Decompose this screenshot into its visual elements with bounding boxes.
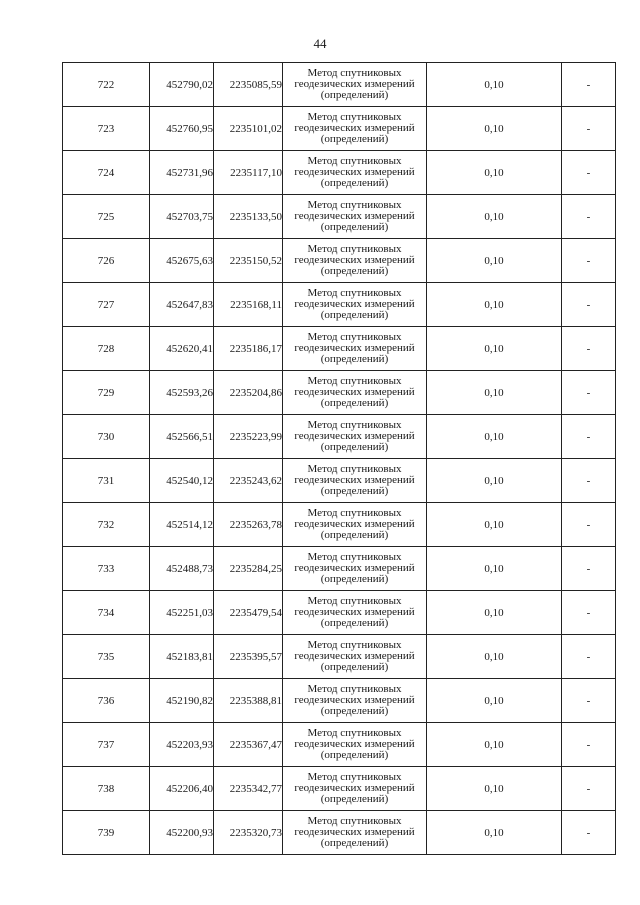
y-coordinate-cell: 2235223,99 bbox=[214, 415, 283, 459]
method-line: геодезических измерений bbox=[294, 254, 415, 266]
x-coordinate-cell: 452675,63 bbox=[150, 239, 214, 283]
method-line: (определений) bbox=[320, 265, 389, 277]
x-coordinate-cell: 452703,75 bbox=[150, 195, 214, 239]
y-coordinate-cell: 2235085,59 bbox=[214, 63, 283, 107]
method-cell bbox=[283, 723, 427, 767]
method-cell bbox=[283, 635, 427, 679]
accuracy-cell: 0,10 bbox=[427, 327, 562, 371]
y-coordinate-cell: 2235243,62 bbox=[214, 459, 283, 503]
method-cell bbox=[283, 811, 427, 855]
method-line: (определений) bbox=[320, 705, 389, 717]
method-line: (определений) bbox=[320, 397, 389, 409]
method-line: Метод спутниковых bbox=[307, 595, 402, 607]
method-line: геодезических измерений bbox=[294, 210, 415, 222]
accuracy-cell: 0,10 bbox=[427, 811, 562, 855]
point-number-cell: 729 bbox=[63, 371, 150, 415]
x-coordinate-cell: 452760,95 bbox=[150, 107, 214, 151]
y-coordinate-cell: 2235263,78 bbox=[214, 503, 283, 547]
point-number-cell: 727 bbox=[63, 283, 150, 327]
accuracy-cell: 0,10 bbox=[427, 239, 562, 283]
method-cell bbox=[283, 151, 427, 195]
description-cell: - bbox=[562, 371, 616, 415]
table-row bbox=[63, 547, 616, 591]
table-row bbox=[63, 371, 616, 415]
x-coordinate-cell: 452647,83 bbox=[150, 283, 214, 327]
method-line: Метод спутниковых bbox=[307, 375, 402, 387]
accuracy-cell: 0,10 bbox=[427, 151, 562, 195]
y-coordinate-cell: 2235342,77 bbox=[214, 767, 283, 811]
description-cell: - bbox=[562, 151, 616, 195]
y-coordinate-cell: 2235204,86 bbox=[214, 371, 283, 415]
x-coordinate-cell: 452540,12 bbox=[150, 459, 214, 503]
method-line: Метод спутниковых bbox=[307, 287, 402, 299]
accuracy-cell: 0,10 bbox=[427, 283, 562, 327]
description-cell: - bbox=[562, 811, 616, 855]
method-line: (определений) bbox=[320, 749, 389, 761]
method-line: геодезических измерений bbox=[294, 826, 415, 838]
x-coordinate-cell: 452206,40 bbox=[150, 767, 214, 811]
y-coordinate-cell: 2235367,47 bbox=[214, 723, 283, 767]
method-cell bbox=[283, 547, 427, 591]
method-cell bbox=[283, 591, 427, 635]
x-coordinate-cell: 452200,93 bbox=[150, 811, 214, 855]
method-line: (определений) bbox=[320, 221, 389, 233]
method-line: геодезических измерений bbox=[294, 518, 415, 530]
accuracy-cell: 0,10 bbox=[427, 635, 562, 679]
method-line: Метод спутниковых bbox=[307, 331, 402, 343]
method-line: Метод спутниковых bbox=[307, 507, 402, 519]
method-cell bbox=[283, 107, 427, 151]
description-cell: - bbox=[562, 327, 616, 371]
point-number-cell: 734 bbox=[63, 591, 150, 635]
method-line: (определений) bbox=[320, 485, 389, 497]
y-coordinate-cell: 2235168,11 bbox=[214, 283, 283, 327]
x-coordinate-cell: 452203,93 bbox=[150, 723, 214, 767]
method-cell bbox=[283, 679, 427, 723]
method-line: Метод спутниковых bbox=[307, 639, 402, 651]
table-row bbox=[63, 635, 616, 679]
table-row bbox=[63, 107, 616, 151]
point-number-cell: 725 bbox=[63, 195, 150, 239]
method-line: Метод спутниковых bbox=[307, 683, 402, 695]
point-number-cell: 737 bbox=[63, 723, 150, 767]
point-number-cell: 735 bbox=[63, 635, 150, 679]
accuracy-cell: 0,10 bbox=[427, 503, 562, 547]
method-line: (определений) bbox=[320, 793, 389, 805]
point-number-cell: 738 bbox=[63, 767, 150, 811]
method-line: Метод спутниковых bbox=[307, 67, 402, 79]
point-number-cell: 730 bbox=[63, 415, 150, 459]
table-row bbox=[63, 811, 616, 855]
description-cell: - bbox=[562, 415, 616, 459]
method-line: (определений) bbox=[320, 177, 389, 189]
point-number-cell: 728 bbox=[63, 327, 150, 371]
method-line: геодезических измерений bbox=[294, 122, 415, 134]
method-line: (определений) bbox=[320, 309, 389, 321]
method-line: геодезических измерений bbox=[294, 562, 415, 574]
table-row bbox=[63, 283, 616, 327]
accuracy-cell: 0,10 bbox=[427, 767, 562, 811]
point-number-cell: 739 bbox=[63, 811, 150, 855]
description-cell: - bbox=[562, 195, 616, 239]
method-cell bbox=[283, 283, 427, 327]
table-row bbox=[63, 151, 616, 195]
point-number-cell: 733 bbox=[63, 547, 150, 591]
method-line: Метод спутниковых bbox=[307, 243, 402, 255]
description-cell: - bbox=[562, 591, 616, 635]
y-coordinate-cell: 2235150,52 bbox=[214, 239, 283, 283]
accuracy-cell: 0,10 bbox=[427, 107, 562, 151]
method-line: Метод спутниковых bbox=[307, 771, 402, 783]
method-line: (определений) bbox=[320, 89, 389, 101]
y-coordinate-cell: 2235101,02 bbox=[214, 107, 283, 151]
accuracy-cell: 0,10 bbox=[427, 723, 562, 767]
method-line: Метод спутниковых bbox=[307, 727, 402, 739]
y-coordinate-cell: 2235133,50 bbox=[214, 195, 283, 239]
description-cell: - bbox=[562, 723, 616, 767]
coordinates-table bbox=[62, 62, 616, 855]
method-line: геодезических измерений bbox=[294, 606, 415, 618]
table-row bbox=[63, 459, 616, 503]
method-line: (определений) bbox=[320, 661, 389, 673]
description-cell: - bbox=[562, 283, 616, 327]
method-cell bbox=[283, 63, 427, 107]
page-number: 44 bbox=[313, 36, 327, 51]
table-row bbox=[63, 239, 616, 283]
table-row bbox=[63, 723, 616, 767]
method-line: Метод спутниковых bbox=[307, 551, 402, 563]
method-line: (определений) bbox=[320, 529, 389, 541]
method-line: геодезических измерений bbox=[294, 650, 415, 662]
description-cell: - bbox=[562, 547, 616, 591]
method-cell bbox=[283, 415, 427, 459]
accuracy-cell: 0,10 bbox=[427, 459, 562, 503]
point-number-cell: 723 bbox=[63, 107, 150, 151]
x-coordinate-cell: 452566,51 bbox=[150, 415, 214, 459]
accuracy-cell: 0,10 bbox=[427, 679, 562, 723]
y-coordinate-cell: 2235479,54 bbox=[214, 591, 283, 635]
point-number-cell: 732 bbox=[63, 503, 150, 547]
method-line: Метод спутниковых bbox=[307, 419, 402, 431]
y-coordinate-cell: 2235395,57 bbox=[214, 635, 283, 679]
table-row bbox=[63, 767, 616, 811]
description-cell: - bbox=[562, 459, 616, 503]
description-cell: - bbox=[562, 679, 616, 723]
x-coordinate-cell: 452593,26 bbox=[150, 371, 214, 415]
y-coordinate-cell: 2235284,25 bbox=[214, 547, 283, 591]
table-row bbox=[63, 591, 616, 635]
y-coordinate-cell: 2235186,17 bbox=[214, 327, 283, 371]
point-number-cell: 724 bbox=[63, 151, 150, 195]
description-cell: - bbox=[562, 63, 616, 107]
method-line: (определений) bbox=[320, 441, 389, 453]
method-line: геодезических измерений bbox=[294, 342, 415, 354]
method-line: Метод спутниковых bbox=[307, 155, 402, 167]
accuracy-cell: 0,10 bbox=[427, 371, 562, 415]
method-cell bbox=[283, 767, 427, 811]
description-cell: - bbox=[562, 503, 616, 547]
method-cell bbox=[283, 327, 427, 371]
x-coordinate-cell: 452790,02 bbox=[150, 63, 214, 107]
method-cell bbox=[283, 371, 427, 415]
table-row bbox=[63, 63, 616, 107]
point-number-cell: 736 bbox=[63, 679, 150, 723]
x-coordinate-cell: 452620,41 bbox=[150, 327, 214, 371]
method-line: Метод спутниковых bbox=[307, 815, 402, 827]
method-line: геодезических измерений bbox=[294, 694, 415, 706]
method-line: Метод спутниковых bbox=[307, 111, 402, 123]
method-line: Метод спутниковых bbox=[307, 463, 402, 475]
method-cell bbox=[283, 459, 427, 503]
method-line: геодезических измерений bbox=[294, 430, 415, 442]
method-line: геодезических измерений bbox=[294, 166, 415, 178]
y-coordinate-cell: 2235388,81 bbox=[214, 679, 283, 723]
x-coordinate-cell: 452190,82 bbox=[150, 679, 214, 723]
x-coordinate-cell: 452731,96 bbox=[150, 151, 214, 195]
x-coordinate-cell: 452251,03 bbox=[150, 591, 214, 635]
method-line: геодезических измерений bbox=[294, 474, 415, 486]
method-line: геодезических измерений bbox=[294, 78, 415, 90]
method-cell bbox=[283, 503, 427, 547]
method-line: (определений) bbox=[320, 133, 389, 145]
method-line: Метод спутниковых bbox=[307, 199, 402, 211]
x-coordinate-cell: 452488,73 bbox=[150, 547, 214, 591]
table-row bbox=[63, 327, 616, 371]
method-cell bbox=[283, 195, 427, 239]
method-line: (определений) bbox=[320, 573, 389, 585]
y-coordinate-cell: 2235320,73 bbox=[214, 811, 283, 855]
point-number-cell: 731 bbox=[63, 459, 150, 503]
accuracy-cell: 0,10 bbox=[427, 415, 562, 459]
table-row bbox=[63, 679, 616, 723]
x-coordinate-cell: 452183,81 bbox=[150, 635, 214, 679]
accuracy-cell: 0,10 bbox=[427, 63, 562, 107]
method-line: (определений) bbox=[320, 353, 389, 365]
point-number-cell: 722 bbox=[63, 63, 150, 107]
method-line: геодезических измерений bbox=[294, 298, 415, 310]
method-line: геодезических измерений bbox=[294, 386, 415, 398]
description-cell: - bbox=[562, 635, 616, 679]
x-coordinate-cell: 452514,12 bbox=[150, 503, 214, 547]
y-coordinate-cell: 2235117,10 bbox=[214, 151, 283, 195]
method-line: (определений) bbox=[320, 837, 389, 849]
accuracy-cell: 0,10 bbox=[427, 547, 562, 591]
description-cell: - bbox=[562, 767, 616, 811]
description-cell: - bbox=[562, 107, 616, 151]
table-row bbox=[63, 195, 616, 239]
method-line: геодезических измерений bbox=[294, 738, 415, 750]
table-row bbox=[63, 415, 616, 459]
accuracy-cell: 0,10 bbox=[427, 195, 562, 239]
method-cell bbox=[283, 239, 427, 283]
coordinates-table-body bbox=[63, 63, 616, 855]
method-line: геодезических измерений bbox=[294, 782, 415, 794]
method-line: (определений) bbox=[320, 617, 389, 629]
point-number-cell: 726 bbox=[63, 239, 150, 283]
table-row bbox=[63, 503, 616, 547]
accuracy-cell: 0,10 bbox=[427, 591, 562, 635]
description-cell: - bbox=[562, 239, 616, 283]
